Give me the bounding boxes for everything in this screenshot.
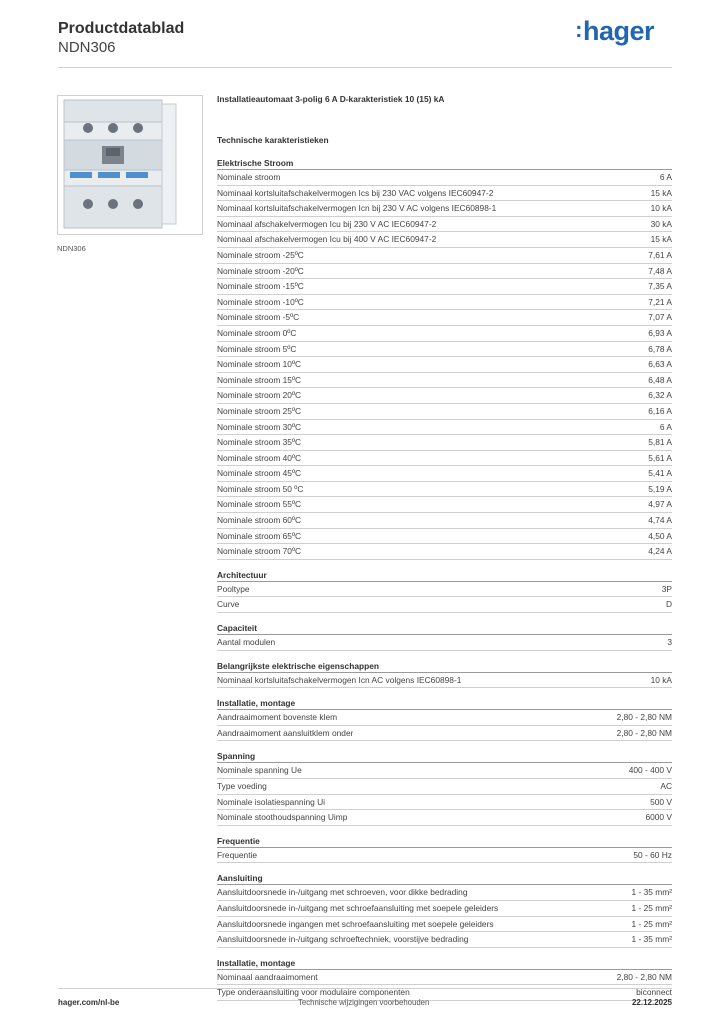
spec-value: 6,78 A bbox=[648, 343, 672, 354]
spec-row bbox=[217, 342, 672, 358]
spec-label: Nominaal aandraaimoment bbox=[217, 971, 318, 982]
spec-value: 400 - 400 V bbox=[628, 765, 672, 776]
spec-value: 5,41 A bbox=[648, 468, 672, 479]
spec-row bbox=[217, 420, 672, 436]
spec-value: 3P bbox=[661, 583, 672, 594]
spacer bbox=[217, 105, 672, 135]
spec-row bbox=[217, 673, 672, 689]
spacer bbox=[217, 146, 672, 155]
spec-value: 30 kA bbox=[650, 218, 672, 229]
spec-label: Nominale stroom 5ºC bbox=[217, 343, 297, 354]
spec-value: 6,93 A bbox=[648, 327, 672, 338]
spec-row bbox=[217, 186, 672, 202]
spec-value: 7,07 A bbox=[648, 312, 672, 323]
spec-row bbox=[217, 388, 672, 404]
spec-label: Nominale stroom -5ºC bbox=[217, 312, 300, 323]
spec-value: 6,48 A bbox=[648, 374, 672, 385]
spec-value: 2,80 - 2,80 NM bbox=[616, 971, 672, 982]
spec-value: 6,16 A bbox=[648, 405, 672, 416]
spec-row bbox=[217, 295, 672, 311]
spec-value: 6000 V bbox=[645, 812, 672, 823]
spec-row bbox=[217, 779, 672, 795]
section-heading: Frequentie bbox=[217, 833, 672, 848]
spec-row bbox=[217, 901, 672, 917]
spec-value: 6 A bbox=[659, 421, 672, 432]
spec-row bbox=[217, 848, 672, 864]
spec-label: Aansluitdoorsnede in-/uitgang met schroeven, voor dikke bedrading bbox=[217, 887, 468, 898]
section-heading: Aansluiting bbox=[217, 870, 672, 885]
spec-value: 7,35 A bbox=[648, 281, 672, 292]
section-heading: Installatie, montage bbox=[217, 955, 672, 970]
spec-label: Aansluitdoorsnede ingangen met schroefaansluiting met soepele geleiders bbox=[217, 918, 494, 929]
spec-label: Nominale stroom 70ºC bbox=[217, 546, 302, 557]
spec-section bbox=[217, 155, 672, 560]
spec-row bbox=[217, 763, 672, 779]
spec-label: Nominale stroom 15ºC bbox=[217, 374, 302, 385]
spec-section bbox=[217, 870, 672, 947]
spec-row bbox=[217, 435, 672, 451]
spec-label: Nominale stroom -15ºC bbox=[217, 281, 304, 292]
section-heading: Belangrijkste elektrische eigenschappen bbox=[217, 658, 672, 673]
section-heading: Spanning bbox=[217, 748, 672, 763]
spec-value: 5,81 A bbox=[648, 437, 672, 448]
spec-value: 4,97 A bbox=[648, 499, 672, 510]
header-divider bbox=[58, 67, 672, 68]
spec-label: Nominaal afschakelvermogen Icu bij 400 V AC IEC60947-2 bbox=[217, 234, 437, 245]
spec-label: Pooltype bbox=[217, 583, 250, 594]
spec-label: Frequentie bbox=[217, 849, 258, 860]
spec-row bbox=[217, 248, 672, 264]
footer-notice: Technische wijzigingen voorbehouden bbox=[298, 998, 430, 1007]
hager-logo bbox=[575, 16, 654, 47]
spec-label: Nominale spanning Ue bbox=[217, 765, 302, 776]
spec-row bbox=[217, 451, 672, 467]
spec-value: 3 bbox=[667, 637, 672, 648]
spec-label: Nominale stroom 10ºC bbox=[217, 359, 302, 370]
spec-label: Nominale stroom 45ºC bbox=[217, 468, 302, 479]
spec-sections bbox=[217, 155, 672, 1001]
spec-label: Nominaal kortsluitafschakelvermogen Icn bij 230 V AC volgens IEC60898-1 bbox=[217, 203, 497, 214]
spec-row bbox=[217, 635, 672, 651]
spec-label: Nominale stroom 60ºC bbox=[217, 515, 302, 526]
page-subtitle: NDN306 bbox=[58, 39, 116, 56]
spec-value: biconnect bbox=[636, 987, 672, 998]
spec-label: Nominale isolatiespanning Ui bbox=[217, 796, 326, 807]
spec-label: Aandraaimoment aansluitklem onder bbox=[217, 727, 354, 738]
spec-label: Type voeding bbox=[217, 781, 267, 791]
spec-label: Nominale stroom 35ºC bbox=[217, 437, 302, 448]
spec-value: 2,80 - 2,80 NM bbox=[616, 712, 672, 723]
section-heading: Elektrische Stroom bbox=[217, 155, 672, 170]
spec-label: Aandraaimoment bovenste klem bbox=[217, 712, 338, 723]
spec-value: 500 V bbox=[650, 796, 672, 807]
spec-label: Nominale stroom -20ºC bbox=[217, 265, 304, 276]
spec-value: 4,74 A bbox=[648, 515, 672, 526]
spec-label: Nominaal afschakelvermogen Icu bij 230 V AC IEC60947-2 bbox=[217, 218, 437, 229]
spec-value: 5,61 A bbox=[648, 452, 672, 463]
spec-value: 1 - 35 mm² bbox=[631, 887, 672, 898]
spec-section bbox=[217, 567, 672, 613]
spec-row bbox=[217, 497, 672, 513]
footer-date: 22.12.2025 bbox=[631, 998, 672, 1007]
spec-section bbox=[217, 748, 672, 825]
spec-label: Nominale stroom 25ºC bbox=[217, 405, 302, 416]
section-heading: Architectuur bbox=[217, 567, 672, 582]
product-description: Installatieautomaat 3-polig 6 A D-karakteristiek 10 (15) kA bbox=[217, 94, 445, 104]
spec-row bbox=[217, 529, 672, 545]
spec-label: Aansluitdoorsnede in-/uitgang schroeftechniek, voorstijve bedrading bbox=[217, 934, 469, 945]
spec-section bbox=[217, 658, 672, 689]
spec-label: Aansluitdoorsnede in-/uitgang met schroefaansluiting met soepele geleiders bbox=[217, 902, 499, 913]
spec-row bbox=[217, 795, 672, 811]
spec-label: Nominale stroom 55ºC bbox=[217, 499, 302, 510]
spec-value: 6 A bbox=[659, 172, 672, 182]
spec-content bbox=[217, 94, 672, 1001]
spec-value: 50 - 60 Hz bbox=[633, 849, 672, 860]
spec-label: Nominale stroom 0ºC bbox=[217, 327, 297, 338]
spec-row bbox=[217, 264, 672, 280]
product-image-frame bbox=[57, 95, 203, 235]
spec-value: 10 kA bbox=[650, 674, 672, 685]
spec-row bbox=[217, 373, 672, 389]
spec-section bbox=[217, 695, 672, 741]
spec-row bbox=[217, 310, 672, 326]
spec-row bbox=[217, 810, 672, 826]
spec-label: Nominale stroom 30ºC bbox=[217, 421, 302, 432]
spec-value: D bbox=[665, 599, 672, 610]
spec-value: 15 kA bbox=[650, 187, 672, 198]
spec-value: 4,24 A bbox=[648, 546, 672, 557]
spec-row bbox=[217, 466, 672, 482]
spec-row bbox=[217, 582, 672, 598]
spec-label: Nominale stroom 20ºC bbox=[217, 390, 302, 401]
spec-value: 1 - 25 mm² bbox=[631, 918, 672, 929]
spec-row bbox=[217, 201, 672, 217]
spec-row bbox=[217, 970, 672, 986]
spec-row bbox=[217, 404, 672, 420]
spec-row bbox=[217, 544, 672, 560]
page-title: Productdatablad bbox=[58, 20, 185, 37]
footer-website: hager.com/nl-be bbox=[58, 998, 120, 1007]
spec-row bbox=[217, 513, 672, 529]
spec-row bbox=[217, 326, 672, 342]
spec-value: 10 kA bbox=[650, 203, 672, 214]
spec-label: Curve bbox=[217, 599, 240, 610]
spec-value: 15 kA bbox=[650, 234, 672, 245]
spec-value: AC bbox=[660, 781, 672, 791]
spec-value: 1 - 35 mm² bbox=[631, 934, 672, 945]
tech-heading: Technische karakteristieken bbox=[217, 135, 329, 145]
spec-label: Nominale stroom 65ºC bbox=[217, 530, 302, 541]
spec-label: Nominaal kortsluitafschakelvermogen Ics bij 230 VAC volgens IEC60947-2 bbox=[217, 187, 494, 198]
spec-row bbox=[217, 482, 672, 498]
spec-row bbox=[217, 710, 672, 726]
spec-value: 6,63 A bbox=[648, 359, 672, 370]
spec-row bbox=[217, 279, 672, 295]
spec-label: Nominale stoothoudspanning Uimp bbox=[217, 812, 348, 823]
section-heading: Capaciteit bbox=[217, 620, 672, 635]
spec-label: Nominale stroom bbox=[217, 172, 281, 182]
spec-row bbox=[217, 917, 672, 933]
circuit-breaker-icon bbox=[58, 96, 202, 234]
spec-section bbox=[217, 955, 672, 1001]
spec-value: 2,80 - 2,80 NM bbox=[616, 727, 672, 738]
spec-row bbox=[217, 597, 672, 613]
spec-row bbox=[217, 217, 672, 233]
spec-label: Nominaal kortsluitafschakelvermogen Icn AC volgens IEC60898-1 bbox=[217, 674, 462, 685]
spec-value: 4,50 A bbox=[648, 530, 672, 541]
footer-divider bbox=[58, 988, 672, 989]
spec-row bbox=[217, 170, 672, 186]
spec-section bbox=[217, 620, 672, 651]
spec-row bbox=[217, 726, 672, 742]
section-heading: Installatie, montage bbox=[217, 695, 672, 710]
spec-label: Aantal modulen bbox=[217, 637, 276, 648]
spec-value: 5,19 A bbox=[648, 483, 672, 494]
spec-row bbox=[217, 932, 672, 948]
spec-label: Type onderaansluiting voor modulaire componenten bbox=[217, 987, 410, 998]
logo-dots-icon: : bbox=[575, 17, 582, 42]
spec-value: 7,61 A bbox=[648, 249, 672, 260]
logo-text: hager bbox=[582, 16, 654, 46]
spec-row bbox=[217, 885, 672, 901]
spec-section bbox=[217, 833, 672, 864]
spec-value: 1 - 25 mm² bbox=[631, 902, 672, 913]
spec-label: Nominale stroom 40ºC bbox=[217, 452, 302, 463]
spec-value: 7,21 A bbox=[648, 296, 672, 307]
spec-value: 6,32 A bbox=[648, 390, 672, 401]
spec-row bbox=[217, 357, 672, 373]
spec-label: Nominale stroom 50 ºC bbox=[217, 483, 304, 494]
spec-label: Nominale stroom -25ºC bbox=[217, 249, 304, 260]
product-caption: NDN306 bbox=[57, 244, 86, 253]
spec-value: 7,48 A bbox=[648, 265, 672, 276]
spec-label: Nominale stroom -10ºC bbox=[217, 296, 304, 307]
spec-row bbox=[217, 232, 672, 248]
